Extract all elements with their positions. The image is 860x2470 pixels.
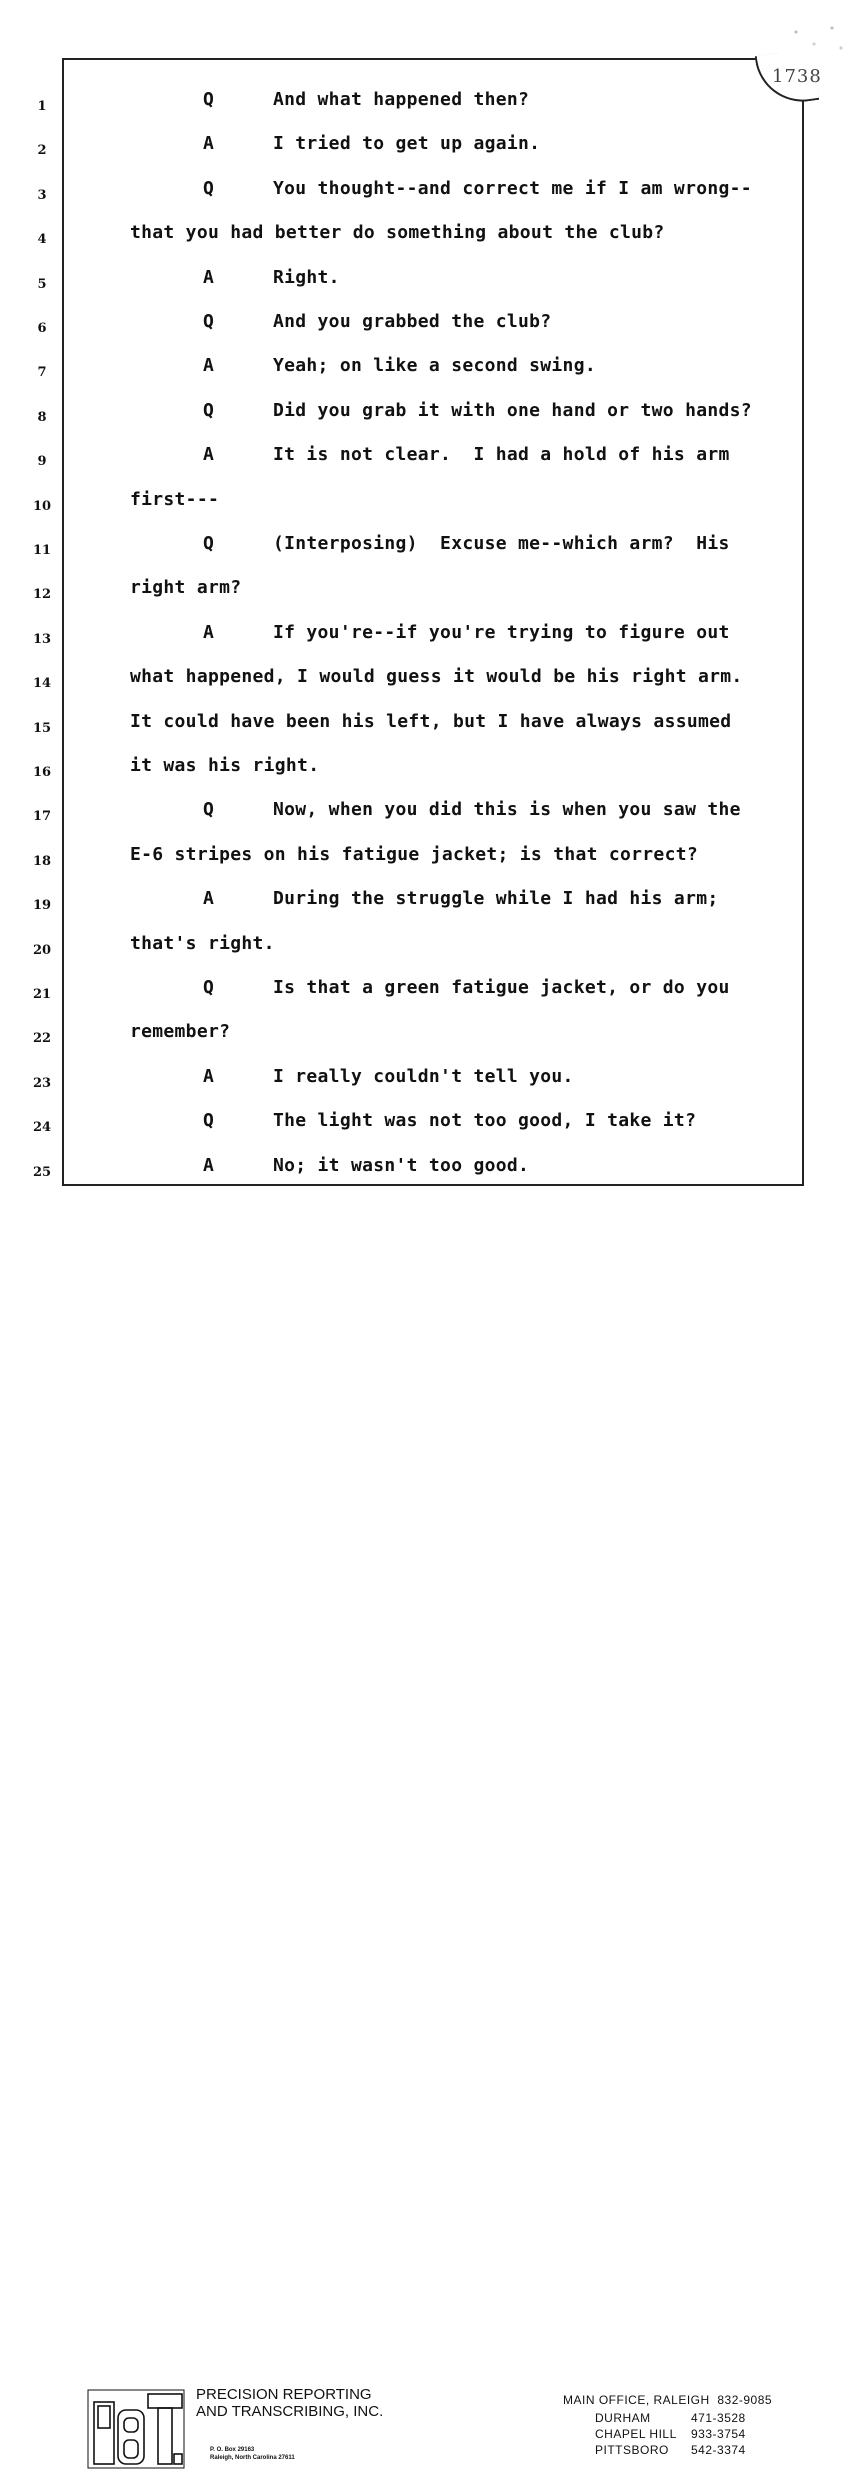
speaker-label: A [203,133,215,154]
address-line-2: Raleigh, North Carolina 27611 [210,2455,295,2461]
line-number: 7 [37,365,47,380]
line-number: 6 [37,321,47,336]
speaker-label: Q [203,311,215,332]
line-text: that you had better do something about the club? [130,222,665,243]
office-row [595,2442,746,2458]
line-text: that's right. [130,933,275,954]
line-text: (Interposing) Excuse me--which arm? His [273,533,730,554]
line-number: 16 [32,765,52,780]
line-text: first--- [130,489,220,510]
speaker-label: Q [203,89,215,110]
line-text: Now, when you did this is when you saw the [273,799,741,820]
company-name [196,2386,383,2420]
line-number: 23 [32,1076,52,1091]
office-row [595,2410,746,2426]
line-number: 9 [37,454,47,469]
speaker-label: A [203,444,215,465]
line-number: 21 [32,987,52,1002]
line-number: 5 [37,277,47,292]
company-address [210,2446,295,2462]
page-number: 1738 [772,66,822,87]
line-text: During the struggle while I had his arm; [273,888,719,909]
line-number: 22 [32,1031,52,1046]
line-number: 17 [32,809,52,824]
line-number: 24 [32,1120,52,1135]
speaker-label: Q [203,799,215,820]
line-number: 20 [32,943,52,958]
line-text: Yeah; on like a second swing. [273,355,596,376]
line-text: Did you grab it with one hand or two hands? [273,400,752,421]
line-number: 8 [37,410,47,425]
line-number: 13 [32,632,52,647]
speaker-label: A [203,888,215,909]
line-number: 25 [32,1165,52,1180]
line-number: 14 [32,676,52,691]
office-row [595,2426,746,2442]
line-text: And you grabbed the club? [273,311,552,332]
line-number: 2 [37,143,47,158]
company-logo [86,2388,186,2470]
line-number: 4 [37,232,47,247]
line-text: remember? [130,1021,231,1042]
line-text: E-6 stripes on his fatigue jacket; is that correct? [130,844,698,865]
line-text: I really couldn't tell you. [273,1066,574,1087]
speaker-label: A [203,267,215,288]
company-line-2: AND TRANSCRIBING, INC. [196,2403,384,2420]
footer [0,1190,860,2461]
line-text: It is not clear. I had a hold of his arm [273,444,730,465]
office-phone: 542-3374 [691,2443,746,2457]
line-text: And what happened then? [273,89,530,110]
office-city: DURHAM [595,2411,651,2425]
main-office: MAIN OFFICE, RALEIGH 832-9085 [563,2393,773,2407]
office-phone: 471-3528 [691,2411,746,2425]
speaker-label: Q [203,977,215,998]
line-text: what happened, I would guess it would be his right arm. [130,666,743,687]
company-line-1: PRECISION REPORTING [196,2386,372,2403]
line-text: Right. [273,267,340,288]
office-phone: 933-3754 [691,2427,746,2441]
line-text: It could have been his left, but I have always assumed [130,711,732,732]
speaker-label: Q [203,400,215,421]
line-text: it was his right. [130,755,320,776]
line-text: No; it wasn't too good. [273,1155,530,1176]
speaker-label: A [203,1066,215,1087]
line-number: 1 [37,99,47,114]
office-city: PITTSBORO [595,2443,669,2457]
line-number: 15 [32,721,52,736]
speaker-label: Q [203,1110,215,1131]
line-number: 3 [37,188,47,203]
line-text: If you're--if you're trying to figure out [273,622,730,643]
line-number: 10 [32,499,52,514]
line-text: right arm? [130,577,242,598]
speaker-label: A [203,622,215,643]
line-number: 19 [32,898,52,913]
address-line-1: P. O. Box 29163 [210,2447,255,2453]
line-text: Is that a green fatigue jacket, or do you [273,977,730,998]
line-number: 12 [32,587,52,602]
line-text: The light was not too good, I take it? [273,1110,697,1131]
speaker-label: A [203,1155,215,1176]
line-number: 11 [32,543,52,558]
line-text: I tried to get up again. [273,133,541,154]
speaker-label: Q [203,533,215,554]
speaker-label: Q [203,178,215,199]
speaker-label: A [203,355,215,376]
line-number: 18 [32,854,52,869]
line-text: You thought--and correct me if I am wrong-- [273,178,752,199]
office-city: CHAPEL HILL [595,2427,677,2441]
